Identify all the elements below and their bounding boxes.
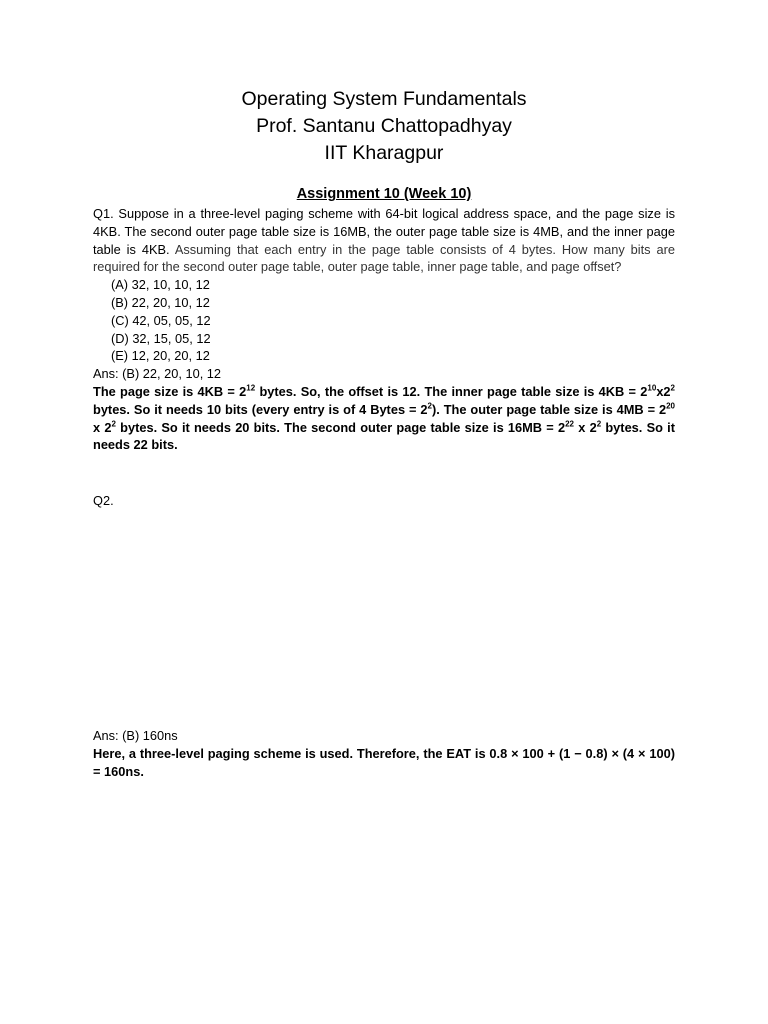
assignment-title: Assignment 10 (Week 10) — [296, 186, 472, 202]
question-1-text — [93, 205, 675, 276]
course-title: Operating System Fundamentals — [241, 88, 527, 110]
explanation-text: The page size is 4KB = 2 — [93, 383, 247, 399]
question-1-answer: Ans: (B) 22, 20, 10, 12 — [93, 366, 222, 382]
option-d: (D) 32, 15, 05, 12 — [111, 330, 211, 346]
exponent: 22 — [565, 419, 574, 429]
institution-name: IIT Kharagpur — [324, 142, 444, 164]
exponent: 20 — [666, 401, 675, 411]
question-2-answer: Ans: (B) 160ns — [93, 728, 178, 743]
course-header — [0, 86, 768, 167]
option-c: (C) 42, 05, 05, 12 — [111, 312, 211, 328]
question-1-explanation — [93, 383, 675, 454]
question-2-label: Q2. — [93, 493, 114, 508]
explanation-text: x 2 — [93, 419, 112, 435]
exponent: 2 — [427, 401, 432, 411]
instructor-name: Prof. Santanu Chattopadhyay — [256, 115, 512, 137]
explanation-text: bytes. So it needs 22 bits. — [93, 419, 675, 453]
question-1-text-a: Q1. Suppose in a three-level paging scheme with 64-bit logical address space, and the page size is 4KB. The second outer page table size is 16MB, the outer page table size is 4MB, and the inner page table is 4KB. — [93, 206, 675, 257]
question-2-explanation: Here, a three-level paging scheme is used. Therefore, the EAT is 0.8 × 100 + (1 − 0.8) × (4 × 100) = 160ns. — [93, 745, 675, 779]
explanation-text: bytes. So, the offset is 12. The inner page table size is 4KB = 2 — [255, 383, 648, 399]
question-1-text-b: Assuming that each entry in the page table consists of 4 bytes. How many bits are required for the second outer page table, outer page table, inner page table, and page offset? — [93, 241, 675, 275]
exponent: 12 — [246, 383, 256, 393]
explanation-text: x 2 — [574, 419, 597, 435]
explanation-text: bytes. So it needs 20 bits. The second outer page table size is 16MB = 2 — [115, 419, 566, 435]
exponent: 2 — [670, 383, 675, 393]
option-a: (A) 32, 10, 10, 12 — [111, 277, 210, 293]
exponent: 10 — [647, 383, 657, 393]
explanation-text: bytes. So it needs 10 bits (every entry is of 4 Bytes = 2 — [93, 401, 428, 417]
option-b: (B) 22, 20, 10, 12 — [111, 294, 210, 310]
exponent: 2 — [596, 419, 602, 429]
explanation-text: x2 — [656, 383, 671, 399]
question-2-answer-block — [93, 727, 675, 780]
option-e: (E) 12, 20, 20, 12 — [111, 348, 210, 364]
exponent: 2 — [111, 419, 116, 429]
question-1-block — [93, 205, 675, 454]
explanation-text: ). The outer page table size is 4MB = 2 — [431, 401, 667, 417]
